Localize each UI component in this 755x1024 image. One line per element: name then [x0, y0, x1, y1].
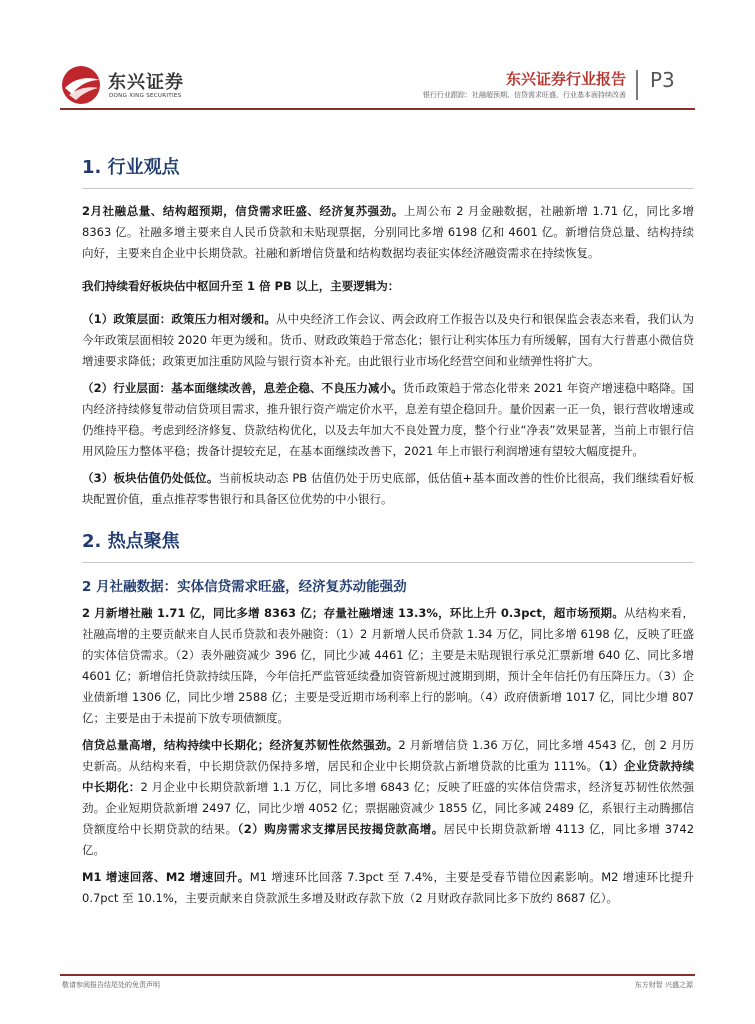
lead-bold: （2）行业层面：基本面继续改善，息差企稳、不良压力减小。	[82, 381, 403, 395]
paragraph-policy-level	[82, 309, 694, 372]
section-heading-industry-view: 1. 行业观点	[82, 157, 180, 178]
subsection-heading-feb-tsf: 2 月社融数据：实体信贷需求旺盛，经济复苏动能强劲	[82, 579, 407, 595]
company-logo	[60, 64, 185, 108]
body-text: 2 月新增信贷 1.36 万亿，同比多增 4543 亿，创 2 月历史新高。从结构来看，中长期贷款仍保持多增，居民和企业中长期贷款占新增贷款的比重为 111%。	[82, 738, 694, 773]
body-text: 从中央经济工作会议、两会政府工作报告以及央行和银保监会表态来看，我们认为今年政策层面相较 2020 年更为缓和。货币、财政政策趋于常态化；银行让利实体压力有所缓解，国有大行普惠小微信贷增速要求降低；政策更加注重防风险与银行资本补充。由此银行业市场化经营空间和业绩弹性将扩大。	[82, 312, 695, 368]
body-text: 居民中长期贷款新增 4113 亿，同比多增 3742 亿。	[82, 822, 695, 857]
header-rule	[60, 108, 695, 110]
paragraph-valuation	[82, 468, 694, 510]
lead-bold: （1）政策层面：政策压力相对缓和。	[82, 312, 276, 326]
body-text: 当前板块动态 PB 估值仍处于历史底部，低估值+基本面改善的性价比很高，我们继续看好板块配置价值，重点推荐零售银行和具备区位优势的中小银行。	[82, 471, 694, 506]
paragraph-social-financing-summary	[82, 201, 694, 264]
footer-slogan: 东方财智 兴盛之源	[634, 981, 693, 989]
lead-bold: 我们持续看好板块估中枢回升至 1 倍 PB 以上，主要逻辑为：	[82, 279, 400, 293]
lead-bold: 信贷总量高增，结构持续中长期化；经济复苏韧性依然强劲。	[82, 738, 399, 752]
logo-chinese-name: 东兴证券	[108, 72, 184, 93]
section-rule	[82, 562, 694, 563]
logo-english-name: DONG XING SECURITIES	[109, 93, 182, 99]
section-rule	[82, 188, 694, 189]
paragraph-credit-structure	[82, 735, 694, 861]
header-divider	[636, 70, 638, 100]
lead-bold: （3）板块估值仍处低位。	[82, 471, 219, 485]
body-text: M1 增速环比回落 7.3pct 至 7.4%，主要是受春节错位因素影响。M2 增速环比提升 0.7pct 至 10.1%，主要贡献来自贷款派生多增及财政存款下放（2 月财政存款同比多下放约 8687 亿）。	[82, 870, 694, 905]
paragraph-tsf-structure	[82, 603, 694, 729]
report-subtitle: 银行行业跟踪：社融超预期、信贷需求旺盛，行业基本面持续改善	[423, 91, 626, 99]
inline-bold: （1）企业贷款持续中长期化：	[82, 759, 694, 794]
paragraph-core-view	[82, 276, 694, 297]
body-text: 上周公布 2 月金融数据，社融新增 1.71 亿，同比多增 8363 亿。社融多增主要来自人民币贷款和未贴现票据，分别同比多增 6198 亿和 4601 亿。新增信贷总量、结构持续向好，主要来自企业中长期贷款。社融和新增信贷量和结构数据均表征实体经济融资需求在持续恢复。	[82, 204, 694, 260]
report-title: 东兴证券行业报告	[505, 70, 626, 88]
report-body	[82, 150, 694, 915]
paragraph-m1-m2	[82, 867, 694, 909]
page-number: P3	[650, 68, 675, 92]
footer-rule	[60, 974, 695, 976]
lead-bold: 2 月新增社融 1.71 亿，同比多增 8363 亿；存量社融增速 13.3%，环比上升 0.3pct，超市场预期。	[82, 606, 624, 620]
lead-bold: M1 增速回落、M2 增速回升。	[82, 870, 250, 884]
logo-emblem-icon	[60, 64, 104, 106]
section-heading-hot-topics: 2. 热点聚焦	[82, 531, 180, 552]
footer-disclaimer: 敬请参阅报告结尾处的免责声明	[62, 981, 160, 989]
paragraph-industry-level	[82, 378, 694, 462]
lead-bold: 2月社融总量、结构超预期，信贷需求旺盛、经济复苏强劲。	[82, 204, 404, 218]
inline-bold: （2）购房需求支撑居民按揭贷款高增。	[237, 822, 444, 836]
body-text: 货币政策趋于常态化带来 2021 年资产增速稳中略降。国内经济持续修复带动信贷项目需求，推升银行资产端定价水平，息差有望企稳回升。量价因素一正一负，银行营收增速或仍维持平稳。考虑到经济修复、贷款结构优化，以及去年加大不良处置力度，整个行业“净表”效果显著，当前上市银行信用风险压力整体平稳；拨备计提较充足，在基本面继续改善下，2021 年上市银行利润增速有望较大幅度提升。	[82, 381, 695, 458]
body-text: 从结构来看，社融高增的主要贡献来自人民币贷款和表外融资：（1）2 月新增人民币贷款 1.34 万亿，同比多增 6198 亿，反映了旺盛的实体信贷需求。（2）表外融资减少 396 亿，同比少减 4461 亿；主要是未贴现银行承兑汇票新增 640 亿、同比多增 4601 亿；新增信托贷款持续压降，今年信托严监管延续叠加资管新规过渡期到期，预计全年信托仍有压降压力。（3）企业债新增 1306 亿，同比少增 2588 亿；主要是受近期市场利率上行的影响。（4）政府债新增 1017 亿，同比少增 807 亿；主要是由于未提前下放专项债额度。	[82, 606, 694, 725]
body-text: 2 月企业中长期贷款新增 1.1 万亿，同比多增 6843 亿；反映了旺盛的实体信贷需求，经济复苏韧性依然强劲。企业短期贷款新增 2497 亿，同比少增 4052 亿；票据融资减少 1855 亿，同比多减 2489 亿，系银行主动腾挪信贷额度给中长期贷款的结果。	[82, 780, 694, 836]
page-header	[0, 0, 755, 112]
